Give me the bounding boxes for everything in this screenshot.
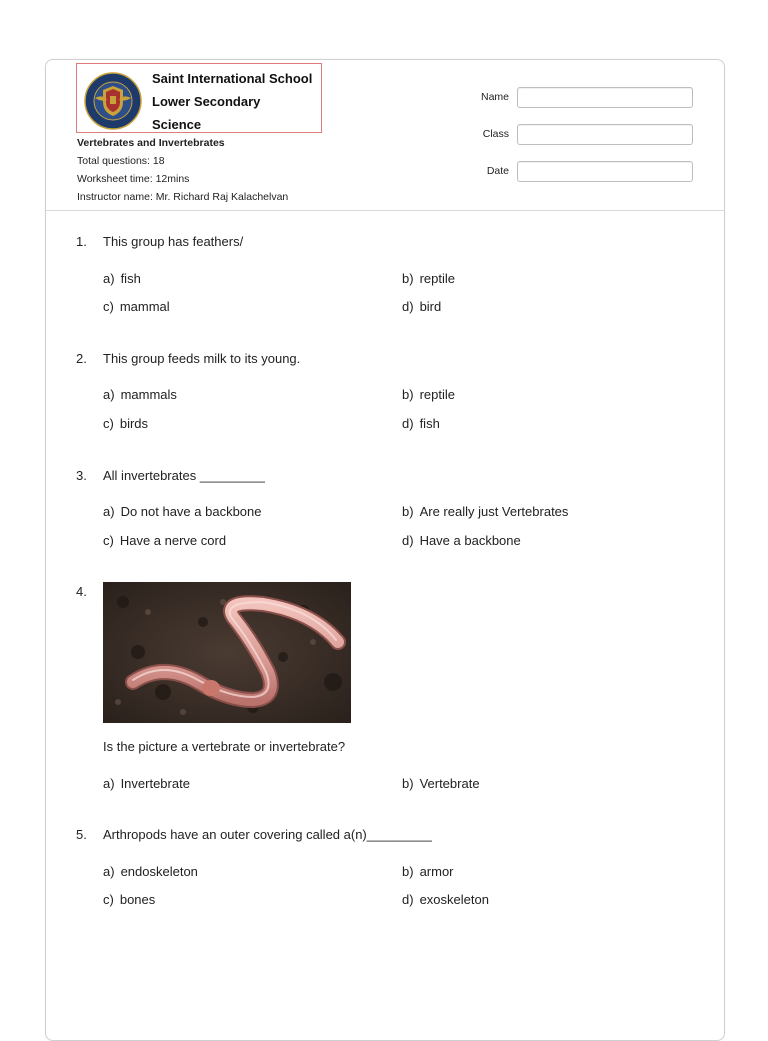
option-text: reptile [419,271,455,286]
question-number: 1. [76,234,87,249]
earthworm-photo [103,582,351,723]
option-letter: c) [103,299,114,314]
date-label: Date [486,165,509,177]
q1-option-c[interactable] [103,299,170,314]
q2-option-a[interactable] [103,387,177,402]
question-number: 3. [76,468,87,483]
option-letter: b) [402,387,414,402]
q3-option-b[interactable] [402,504,568,519]
q2-option-c[interactable] [103,416,148,431]
question-text: Is the picture a vertebrate or invertebrate? [103,739,346,754]
option-letter: b) [402,271,414,286]
q5-option-b[interactable] [402,864,454,879]
school-crest-logo [83,72,143,130]
option-letter: a) [103,504,115,519]
q4-option-b[interactable] [402,776,480,791]
worksheet-time: Worksheet time: 12mins [77,173,190,185]
option-text: Vertebrate [419,776,480,791]
q3-option-d[interactable] [402,533,521,548]
worksheet-card [45,59,725,1041]
option-text: armor [419,864,454,879]
date-field[interactable] [517,161,693,182]
q5-option-a[interactable] [103,864,198,879]
option-text: bones [119,892,156,907]
q5-option-d[interactable] [402,892,489,907]
option-letter: a) [103,776,115,791]
option-text: endoskeleton [120,864,198,879]
option-letter: d) [402,533,414,548]
name-field[interactable] [517,87,693,108]
option-letter: b) [402,864,414,879]
class-label: Class [482,128,509,140]
class-field[interactable] [517,124,693,145]
q4-option-a[interactable] [103,776,190,791]
option-letter: b) [402,776,414,791]
q5-option-c[interactable] [103,892,155,907]
option-text: Invertebrate [120,776,190,791]
worksheet-title: Vertebrates and Invertebrates [77,137,225,149]
option-text: Do not have a backbone [120,504,262,519]
question-text: This group feeds milk to its young. [103,351,301,366]
option-letter: d) [402,299,414,314]
q3-option-c[interactable] [103,533,226,548]
option-text: Have a backbone [419,533,521,548]
option-letter: d) [402,416,414,431]
option-letter: a) [103,271,115,286]
option-text: mammal [119,299,170,314]
option-text: reptile [419,387,455,402]
question-text: Arthropods have an outer covering called a(n)_________ [103,827,432,842]
school-brand [76,63,322,133]
option-text: bird [419,299,442,314]
school-name: Saint International School [152,71,313,86]
q1-option-b[interactable] [402,271,455,286]
option-text: mammals [120,387,177,402]
question-number: 2. [76,351,87,366]
name-label: Name [480,91,509,103]
worksheet-header [46,60,724,211]
option-letter: c) [103,892,114,907]
school-subject: Science [152,117,202,132]
option-letter: a) [103,864,115,879]
option-letter: d) [402,892,414,907]
option-letter: c) [103,416,114,431]
earthworm-image [103,582,351,723]
q2-option-b[interactable] [402,387,455,402]
option-letter: c) [103,533,114,548]
question-text: All invertebrates _________ [103,468,265,483]
instructor-name: Instructor name: Mr. Richard Raj Kalachelvan [77,191,289,203]
option-letter: b) [402,504,414,519]
q3-option-a[interactable] [103,504,262,519]
question-number: 5. [76,827,87,842]
school-division: Lower Secondary [152,94,261,109]
total-questions: Total questions: 18 [77,155,165,167]
q1-option-d[interactable] [402,299,441,314]
option-text: fish [419,416,440,431]
question-text: This group has feathers/ [103,234,244,249]
option-text: exoskeleton [419,892,489,907]
q2-option-d[interactable] [402,416,440,431]
option-letter: a) [103,387,115,402]
option-text: Are really just Vertebrates [419,504,569,519]
option-text: fish [120,271,141,286]
q1-option-a[interactable] [103,271,141,286]
question-number: 4. [76,584,87,599]
option-text: Have a nerve cord [119,533,227,548]
option-text: birds [119,416,149,431]
